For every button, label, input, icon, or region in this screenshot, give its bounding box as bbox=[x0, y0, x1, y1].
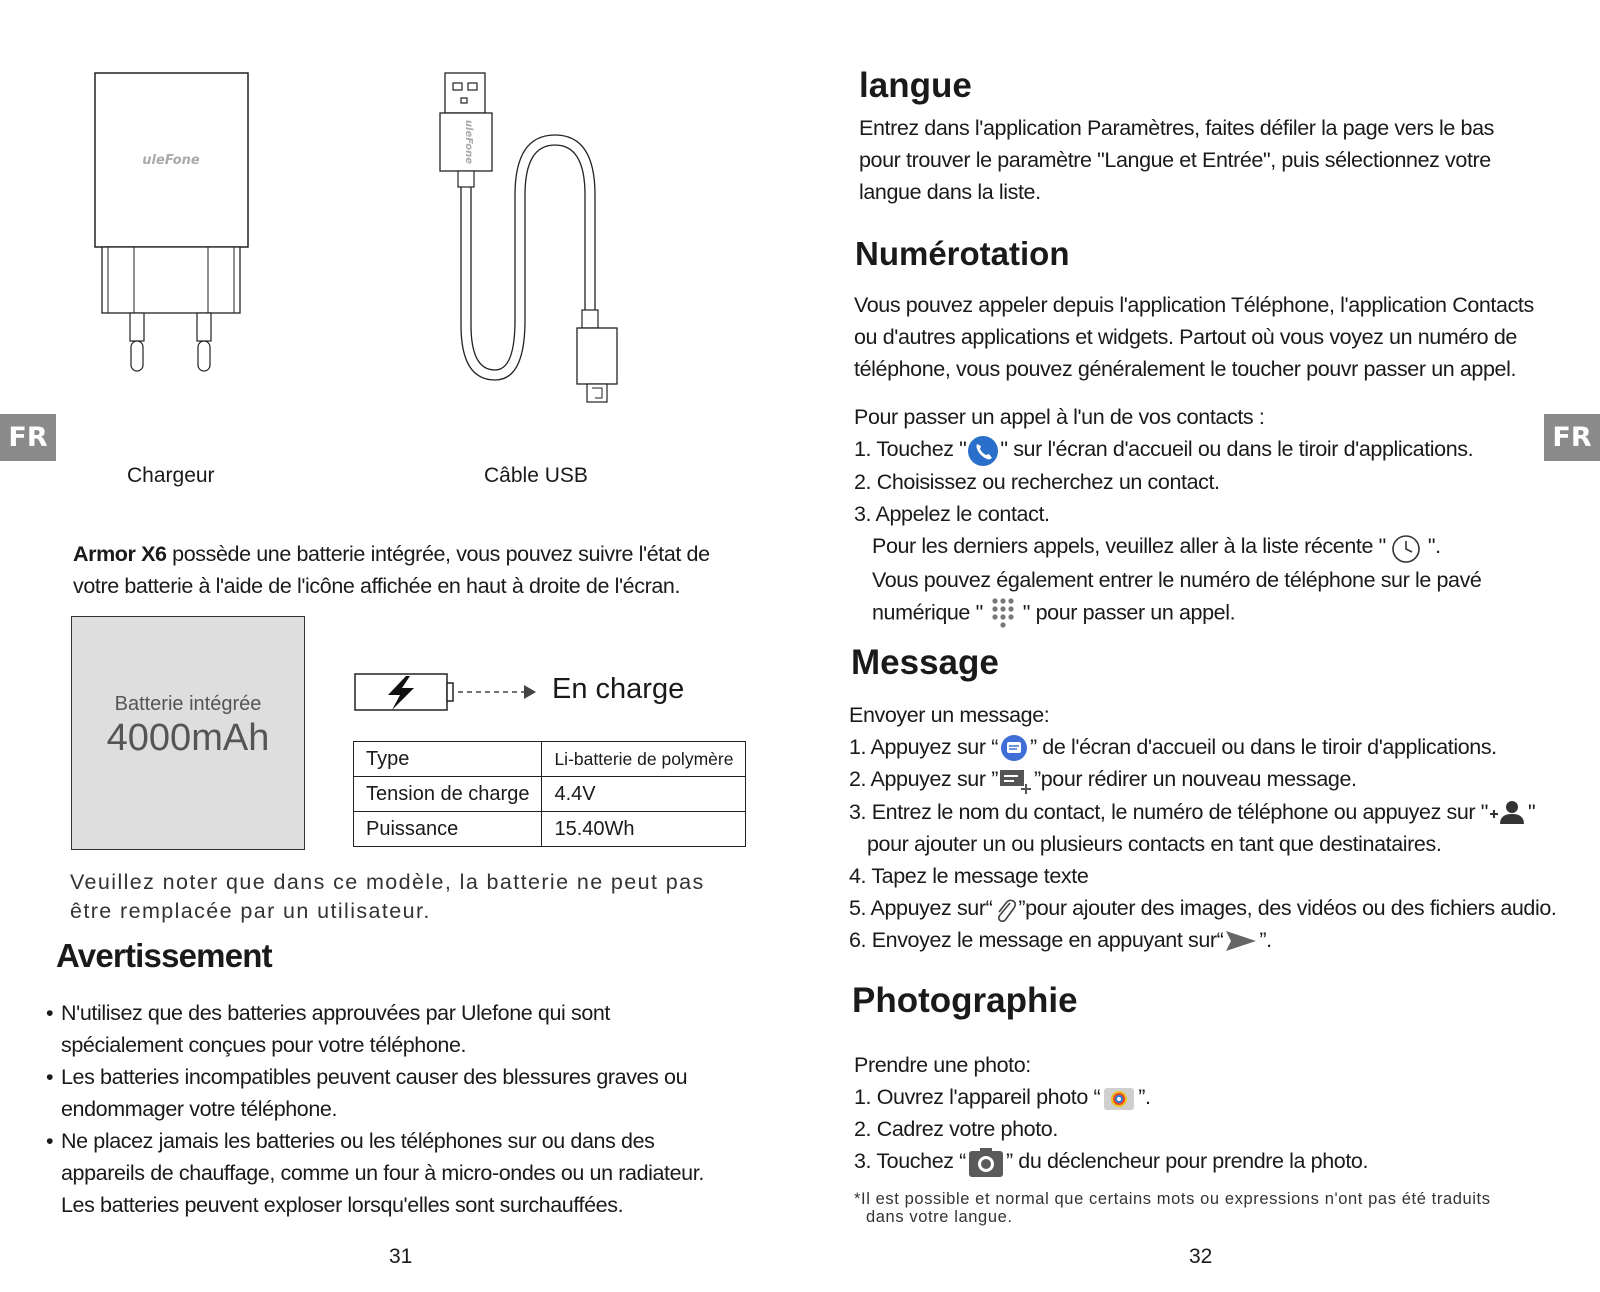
list-item: 3. Entrez le nom du contact, le numéro de téléphone ou appuyez sur " " bbox=[849, 796, 1589, 828]
photo-title: Photographie bbox=[852, 981, 1078, 1020]
list-item: 2. Appuyez sur ” ”pour rédirer un nouveau message. bbox=[849, 763, 1589, 795]
charging-label: En charge bbox=[552, 673, 685, 705]
list-item: 3. Appelez le contact. bbox=[854, 502, 1050, 527]
warning-line: endommager votre téléphone. bbox=[61, 1097, 338, 1121]
message-steps bbox=[849, 699, 1589, 956]
clock-icon bbox=[1386, 532, 1428, 564]
list-item: 5. Appuyez sur“ ”pour ajouter des images, des vidéos ou des fichiers audio. bbox=[849, 892, 1589, 924]
charging-battery-icon bbox=[354, 670, 544, 714]
dialpad-icon bbox=[983, 596, 1023, 632]
message-title: Message bbox=[851, 643, 999, 682]
list-item: • Ne placez jamais les batteries ou les téléphones sur ou dans des appareils de chauffage, comme un four à micro-ondes ou un radiateur. Les batteries peuvent exploser lorsqu'elles sont surchauffées. bbox=[46, 1125, 746, 1221]
call-steps bbox=[854, 401, 1564, 632]
battery-spec-table bbox=[353, 741, 746, 847]
camera-app-icon bbox=[1100, 1083, 1138, 1113]
list-item: Vous pouvez également entrer le numéro de téléphone sur le pavé bbox=[872, 567, 1482, 592]
spec-label: Type bbox=[354, 742, 542, 777]
list-item: 1. Touchez " " sur l'écran d'accueil ou dans le tiroir d'applications. bbox=[854, 433, 1564, 466]
langue-title: langue bbox=[859, 66, 972, 105]
numerotation-line: ou d'autres applications et widgets. Partout où vous voyez un numéro de bbox=[854, 325, 1517, 349]
photo-intro: Prendre une photo: bbox=[854, 1053, 1031, 1077]
battery-note-line2: être remplacée par un utilisateur. bbox=[70, 899, 431, 923]
spec-value: 15.40Wh bbox=[542, 812, 746, 847]
send-icon bbox=[1223, 927, 1259, 955]
warning-line: appareils de chauffage, comme un four à micro-ondes ou un radiateur. bbox=[61, 1161, 704, 1185]
langue-line: Entrez dans l'application Paramètres, faites défiler la page vers le bas bbox=[859, 116, 1494, 140]
footnote-line: *Il est possible et normal que certains mots ou expressions n'ont pas été traduits bbox=[854, 1190, 1491, 1208]
paperclip-icon bbox=[992, 895, 1018, 923]
spec-value: 4.4V bbox=[542, 777, 746, 812]
list-item: 4. Tapez le message texte bbox=[849, 863, 1089, 888]
numerotation-line: Vous pouvez appeler depuis l'application Téléphone, l'application Contacts bbox=[854, 293, 1534, 317]
list-item: 1. Ouvrez l'appareil photo “ ”. bbox=[854, 1081, 1554, 1113]
footnote bbox=[854, 1190, 1491, 1226]
page-number-right: 32 bbox=[1189, 1245, 1213, 1268]
warning-line: Les batteries incompatibles peuvent causer des blessures graves ou bbox=[61, 1065, 688, 1089]
spec-label: Tension de charge bbox=[354, 777, 542, 812]
spec-value: Li-batterie de polymère bbox=[542, 742, 746, 777]
warning-line: Les batteries peuvent exploser lorsqu'elles sont surchauffées. bbox=[61, 1193, 624, 1217]
langue-line: langue dans la liste. bbox=[859, 180, 1041, 204]
langue-line: pour trouver le paramètre "Langue et Entrée", puis sélectionnez votre bbox=[859, 148, 1491, 172]
list-item: pour ajouter un ou plusieurs contacts en tant que destinataires. bbox=[867, 831, 1442, 856]
message-intro: Envoyer un message: bbox=[849, 703, 1050, 727]
language-tab-right: FR bbox=[1544, 414, 1600, 461]
footnote-line: dans votre langue. bbox=[866, 1208, 1013, 1226]
charger-caption: Chargeur bbox=[127, 464, 215, 487]
warning-title: Avertissement bbox=[56, 937, 272, 974]
language-tab-left: FR bbox=[0, 414, 56, 461]
page-number-left: 31 bbox=[389, 1245, 413, 1268]
cable-brand-logo: uleFone bbox=[463, 119, 474, 165]
list-item: 3. Touchez “ ” du déclencheur pour prendre la photo. bbox=[854, 1145, 1554, 1178]
add-contact-icon bbox=[1488, 798, 1528, 828]
list-item: Pour les derniers appels, veuillez aller à la liste récente " ". bbox=[854, 530, 1564, 563]
list-item: • Les batteries incompatibles peuvent causer des blessures graves ou endommager votre téléphone. bbox=[46, 1061, 746, 1125]
photo-steps bbox=[854, 1049, 1554, 1179]
battery-intro-line2: votre batterie à l'aide de l'icône affichée en haut à droite de l'écran. bbox=[73, 574, 681, 598]
table-row bbox=[354, 742, 746, 777]
list-item: 2. Choisissez ou recherchez un contact. bbox=[854, 470, 1220, 495]
numerotation-line: téléphone, vous pouvez généralement le toucher pouvr passer un appel. bbox=[854, 357, 1517, 381]
phone-icon bbox=[966, 434, 1000, 466]
usb-cable-caption: Câble USB bbox=[484, 464, 588, 487]
numerotation-title: Numérotation bbox=[855, 235, 1070, 272]
list-item: • N'utilisez que des batteries approuvées par Ulefone qui sont spécialement conçues pour votre téléphone. bbox=[46, 997, 746, 1061]
battery-intro bbox=[73, 538, 773, 602]
compose-message-icon bbox=[998, 766, 1034, 796]
battery-info-box bbox=[71, 616, 305, 850]
warning-list bbox=[46, 997, 746, 1221]
battery-intro-line1: possède une batterie intégrée, vous pouvez suivre l'état de bbox=[172, 542, 710, 566]
list-item: numérique " " pour passer un appel. bbox=[854, 596, 1564, 632]
list-item: 2. Cadrez votre photo. bbox=[854, 1117, 1058, 1142]
battery-box-label: Batterie intégrée bbox=[114, 693, 262, 715]
numerotation-text bbox=[854, 289, 1574, 385]
charger-brand-logo: uleFone bbox=[142, 153, 200, 168]
call-intro: Pour passer un appel à l'un de vos contacts : bbox=[854, 405, 1265, 429]
spec-label: Puissance bbox=[354, 812, 542, 847]
messaging-app-icon bbox=[998, 733, 1030, 763]
warning-line: Ne placez jamais les batteries ou les téléphones sur ou dans des bbox=[61, 1129, 655, 1153]
charger-illustration bbox=[90, 70, 250, 385]
shutter-camera-icon bbox=[966, 1147, 1006, 1179]
battery-note-line1: Veuillez noter que dans ce modèle, la batterie ne peut pas bbox=[70, 870, 705, 894]
langue-text bbox=[859, 112, 1549, 208]
battery-note bbox=[70, 868, 705, 926]
table-row bbox=[354, 777, 746, 812]
list-item: 6. Envoyez le message en appuyant sur“ ”. bbox=[849, 924, 1589, 956]
battery-capacity: 4000mAh bbox=[106, 717, 270, 759]
warning-line: spécialement conçues pour votre téléphone. bbox=[61, 1033, 467, 1057]
list-item: 1. Appuyez sur “ ” de l'écran d'accueil ou dans le tiroir d'applications. bbox=[849, 731, 1589, 763]
warning-line: N'utilisez que des batteries approuvées par Ulefone qui sont bbox=[61, 1001, 611, 1025]
usb-cable-illustration bbox=[425, 70, 635, 415]
model-name: Armor X6 bbox=[73, 542, 167, 566]
table-row bbox=[354, 812, 746, 847]
